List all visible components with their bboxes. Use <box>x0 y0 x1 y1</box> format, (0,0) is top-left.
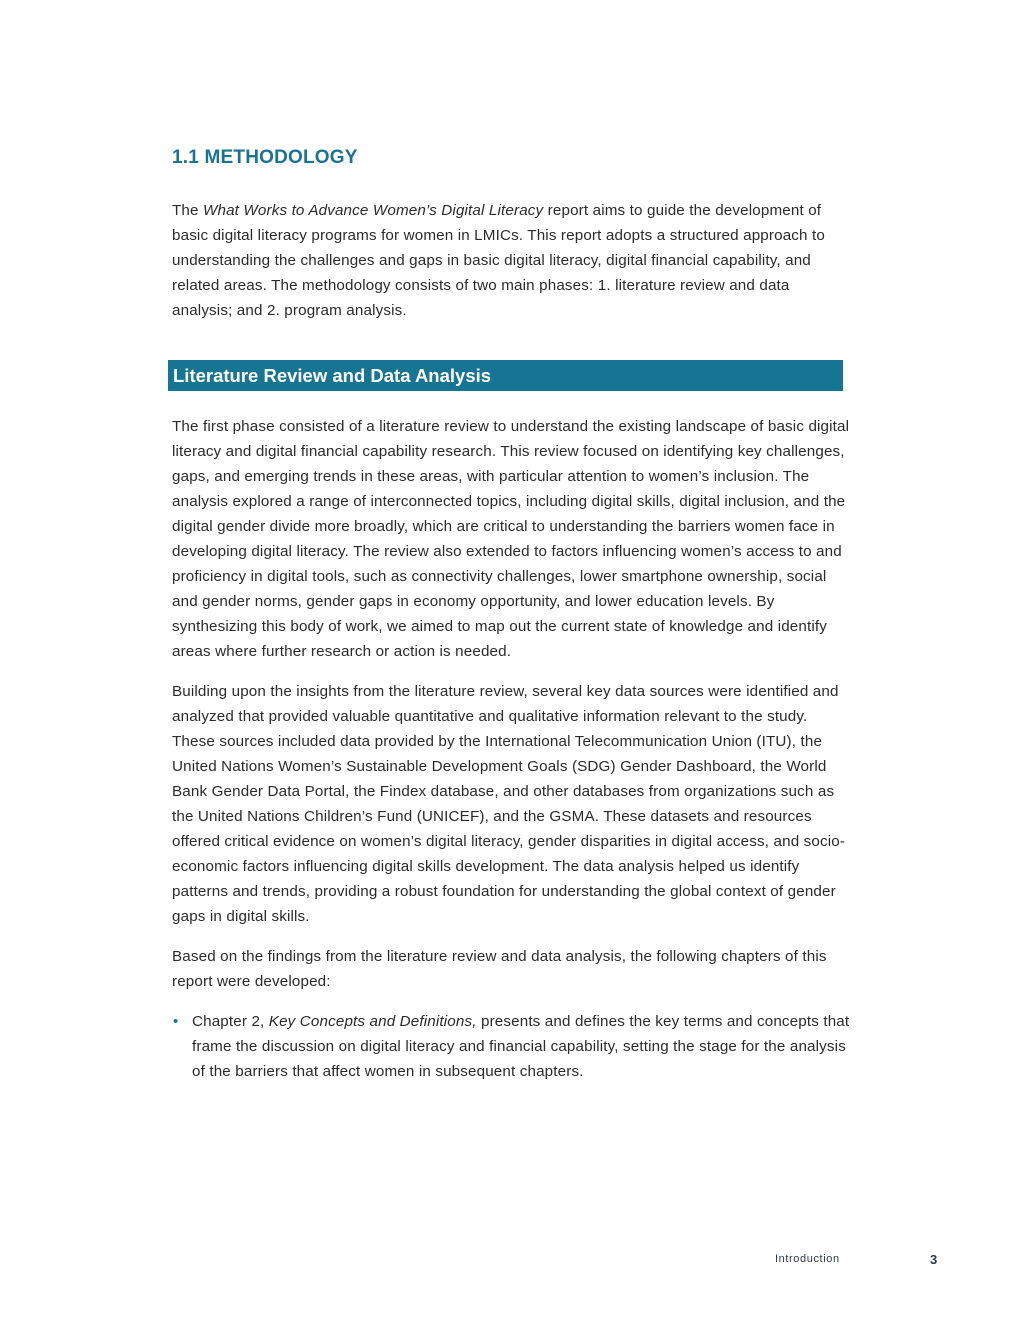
intro-paragraph <box>172 198 852 323</box>
bullet-emphasis: Key Concepts and Definitions, <box>268 1013 477 1030</box>
bullet-suffix: presents and defines the key terms and concepts that frame the discussion on digital literacy and financial capability, setting the stage for the analysis of the barriers that affect women in subsequent chapters. <box>192 1013 850 1080</box>
page-content <box>172 146 852 1084</box>
bullet-prefix: Chapter 2, <box>192 1013 269 1030</box>
footer-section-label: Introduction <box>775 1253 840 1265</box>
paragraph-chapters-intro: Based on the findings from the literature review and data analysis, the following chapters of this report were developed: <box>172 948 827 990</box>
paragraph-data-sources: Building upon the insights from the literature review, several key data sources were identified and analyzed that provided valuable quantitative and qualitative information relevant to the study. These sources included data provided by the International Telecommunication Union (ITU), the United Nations Women’s Sustainable Development Goals (SDG) Gender Dashboard, the World Bank Gender Data Portal, the Findex database, and other databases from organizations such as the United Nations Children’s Fund (UNICEF), and the GSMA. These datasets and resources offered critical evidence on women’s digital literacy, gender disparities in digital access, and socio-economic factors influencing digital skills development. The data analysis helped us identify patterns and trends, providing a robust foundation for understanding the global context of gender gaps in digital skills. <box>172 683 846 925</box>
section-title: 1.1 METHODOLOGY <box>172 147 358 168</box>
intro-suffix: report aims to guide the development of basic digital literacy programs for women in LMICs. This report adopts a structured approach to understanding the challenges and gaps in basic digital literacy, digital financial capability, and related areas. The methodology consists of two main phases: 1. literature review and data analysis; and 2. program analysis. <box>172 202 825 319</box>
subsection-heading: Literature Review and Data Analysis <box>168 360 843 391</box>
intro-prefix: The <box>172 202 203 219</box>
list-item <box>172 1009 852 1084</box>
page-number: 3 <box>930 1252 938 1267</box>
bullet-icon: • <box>173 1013 179 1030</box>
paragraph-literature-review: The first phase consisted of a literature review to understand the existing landscape of basic digital literacy and digital financial capability research. This review focused on identifying key challenges, gaps, and emerging trends in these areas, with particular attention to women’s inclusion. The analysis explored a range of interconnected topics, including digital skills, digital inclusion, and the digital gender divide more broadly, which are critical to understanding the barriers women face in developing digital literacy. The review also extended to factors influencing women’s access to and proficiency in digital tools, such as connectivity challenges, lower smartphone ownership, social and gender norms, gender gaps in economy opportunity, and lower education levels. By synthesizing this body of work, we aimed to map out the current state of knowledge and identify areas where further research or action is needed. <box>172 418 850 660</box>
chapter-list <box>172 1009 852 1084</box>
report-title: What Works to Advance Women’s Digital Literacy <box>203 202 544 219</box>
